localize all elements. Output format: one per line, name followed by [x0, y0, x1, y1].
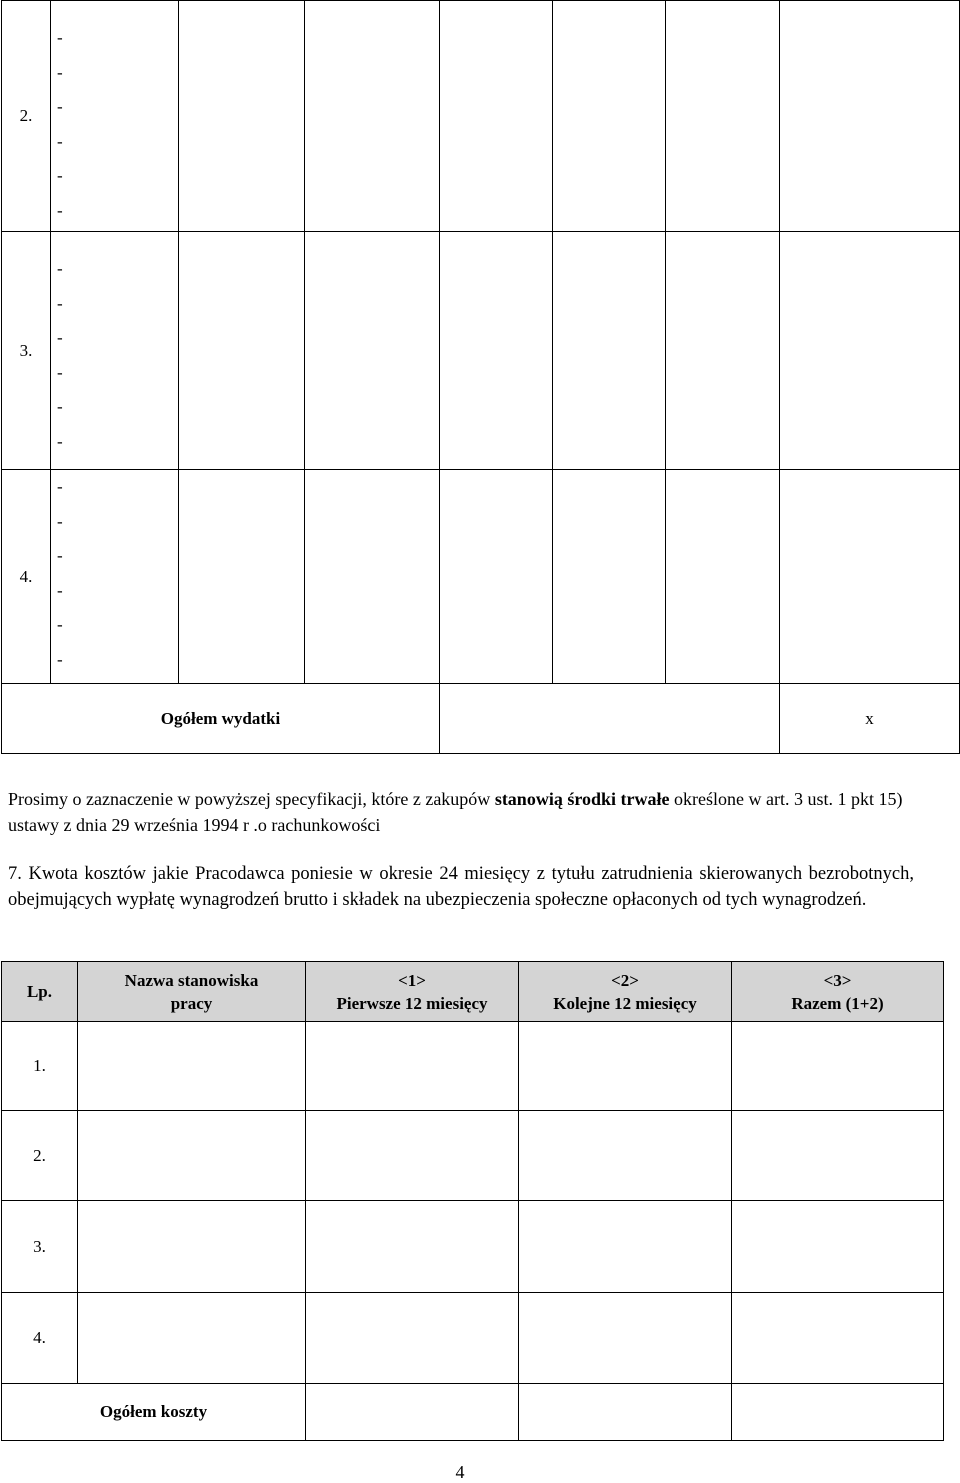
dash-item: -	[57, 477, 63, 496]
table-row	[2, 1111, 944, 1201]
note-bold-text: stanowią środki trwałe	[494, 789, 670, 809]
empty-cell[interactable]	[519, 1111, 732, 1201]
dash-item: -	[57, 259, 63, 278]
total-mark: x	[780, 684, 960, 754]
page-number: 4	[455, 1462, 465, 1482]
empty-cell[interactable]	[440, 470, 553, 684]
dash-item: -	[57, 397, 63, 416]
header-text: pracy	[170, 993, 213, 1013]
header-position-name	[78, 962, 306, 1022]
empty-cell[interactable]	[179, 470, 305, 684]
dash-item: -	[57, 293, 63, 313]
empty-cell[interactable]	[666, 1, 780, 232]
empty-cell[interactable]	[732, 1022, 944, 1111]
empty-cell[interactable]	[666, 470, 780, 684]
header-text: <2>	[611, 970, 639, 990]
total-row	[2, 684, 960, 754]
header-next-12-months	[519, 962, 732, 1022]
dash-item: -	[57, 200, 63, 220]
dash-item: -	[57, 649, 63, 669]
item-list-cell	[51, 470, 179, 684]
note-text: Prosimy o zaznaczenie w powyższej specyfikacji, które z zakupów	[8, 789, 495, 809]
dash-item: -	[57, 511, 63, 531]
dash-item: -	[57, 28, 63, 47]
dash-item: -	[57, 166, 63, 185]
row-number: 1.	[2, 1022, 78, 1111]
empty-cell[interactable]	[519, 1201, 732, 1293]
dash-item: -	[57, 97, 63, 116]
empty-cell[interactable]	[306, 1293, 519, 1384]
table-row	[2, 470, 960, 684]
empty-cell[interactable]	[553, 1, 666, 232]
table-row	[2, 1201, 944, 1293]
header-row	[2, 962, 944, 1022]
fixed-assets-note	[8, 786, 956, 838]
row-number: 2.	[2, 1111, 78, 1201]
table-row	[2, 232, 960, 470]
empty-cell[interactable]	[666, 232, 780, 470]
empty-cell[interactable]	[732, 1201, 944, 1293]
empty-cell[interactable]	[306, 1384, 519, 1441]
header-text: <1>	[398, 970, 426, 990]
section-7-paragraph: 7. Kwota kosztów jakie Pracodawca poniesie w okresie 24 miesięcy z tytułu zatrudnienia skierowanych bezrobotnych, obejmujących wypłatę wynagrodzeń brutto i składek na ubezpieczenia społeczne opłaconych od tych wynagrodzeń.	[8, 864, 914, 910]
empty-cell[interactable]	[519, 1022, 732, 1111]
empty-cell[interactable]	[78, 1022, 306, 1111]
row-number: 3.	[2, 1201, 78, 1293]
empty-cell[interactable]	[553, 232, 666, 470]
empty-cell[interactable]	[440, 1, 553, 232]
dash-item: -	[57, 431, 63, 451]
empty-cell[interactable]	[732, 1384, 944, 1441]
dash-item: -	[57, 615, 63, 634]
empty-cell[interactable]	[179, 232, 305, 470]
expenses-specification-table	[1, 0, 960, 754]
item-list-cell	[51, 232, 179, 470]
header-text: <3>	[823, 970, 852, 990]
header-text: Razem (1+2)	[791, 993, 884, 1013]
table-row	[2, 1, 960, 232]
empty-cell[interactable]	[732, 1111, 944, 1201]
empty-cell[interactable]	[440, 684, 780, 754]
header-total	[732, 962, 944, 1022]
empty-cell[interactable]	[553, 470, 666, 684]
empty-cell[interactable]	[780, 232, 960, 470]
total-expenses-label: Ogółem wydatki	[2, 684, 440, 754]
empty-cell[interactable]	[306, 1111, 519, 1201]
header-lp	[2, 962, 78, 1022]
empty-cell[interactable]	[78, 1293, 306, 1384]
dash-item: -	[57, 328, 63, 347]
header-text: Kolejne 12 miesięcy	[553, 993, 697, 1013]
empty-cell[interactable]	[78, 1111, 306, 1201]
header-text: Nazwa stanowiska	[124, 970, 259, 990]
table-row	[2, 1293, 944, 1384]
empty-cell[interactable]	[440, 232, 553, 470]
header-text: Lp.	[26, 982, 53, 1001]
header-text: Pierwsze 12 miesięcy	[336, 993, 488, 1013]
dash-item: -	[57, 131, 63, 151]
row-number: 3.	[2, 232, 51, 470]
total-costs-label: Ogółem koszty	[2, 1384, 306, 1441]
dash-item: -	[57, 362, 63, 382]
header-first-12-months	[306, 962, 519, 1022]
empty-cell[interactable]	[78, 1201, 306, 1293]
empty-cell[interactable]	[519, 1293, 732, 1384]
table-row	[2, 1022, 944, 1111]
note-text: określone w art. 3 ust. 1 pkt 15) ustawy z dnia 29 września 1994 r .o rachunkowości	[8, 789, 903, 835]
empty-cell[interactable]	[780, 470, 960, 684]
row-number: 4.	[2, 470, 51, 684]
empty-cell[interactable]	[305, 470, 440, 684]
empty-cell[interactable]	[780, 1, 960, 232]
empty-cell[interactable]	[305, 232, 440, 470]
dash-item: -	[57, 62, 63, 82]
empty-cell[interactable]	[519, 1384, 732, 1441]
empty-cell[interactable]	[732, 1293, 944, 1384]
row-number: 2.	[2, 1, 51, 232]
total-row	[2, 1384, 944, 1441]
empty-cell[interactable]	[179, 1, 305, 232]
empty-cell[interactable]	[306, 1022, 519, 1111]
item-list-cell	[51, 1, 179, 232]
row-number: 4.	[2, 1293, 78, 1384]
empty-cell[interactable]	[306, 1201, 519, 1293]
employment-costs-table	[1, 961, 944, 1441]
empty-cell[interactable]	[305, 1, 440, 232]
dash-item: -	[57, 580, 63, 600]
dash-item: -	[57, 546, 63, 565]
